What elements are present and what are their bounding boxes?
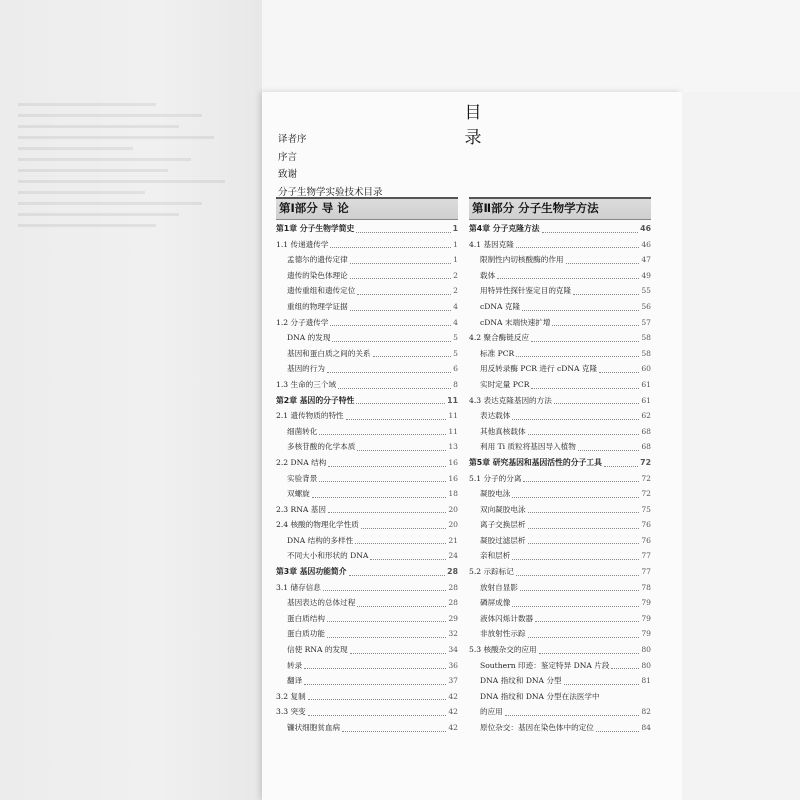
toc-chapter-entry <box>276 221 458 237</box>
toc-subsection-entry <box>276 626 458 642</box>
dot-leader <box>599 372 639 373</box>
dot-leader <box>520 590 639 591</box>
toc-entry-title: 基因表达的总体过程 <box>287 598 356 608</box>
toc-subsection-entry <box>276 548 458 564</box>
toc-page-number: 1 <box>453 255 458 265</box>
dot-leader <box>349 575 446 576</box>
dot-leader <box>516 356 639 357</box>
toc-subsection-entry <box>469 517 651 533</box>
toc-entry-title: 1.2 分子遗传学 <box>276 317 329 327</box>
toc-page-number: 1 <box>452 224 458 233</box>
toc-entry-title: DNA 的发现 <box>287 333 331 343</box>
toc-subsection-entry <box>469 439 651 455</box>
toc-page-number: 55 <box>641 286 651 296</box>
toc-entry-title: 凝胶电泳 <box>480 489 511 499</box>
toc-page-number: 56 <box>641 301 651 311</box>
toc-page-number: 28 <box>447 567 458 577</box>
toc-entry-title: 重组的物理学证据 <box>287 301 348 311</box>
dot-leader <box>554 403 639 404</box>
toc-page-number: 34 <box>448 645 458 655</box>
toc-entry-title: 1.3 生命的三个域 <box>276 379 337 389</box>
toc-entry-title: 第5章 研究基因和基因活性的分子工具 <box>469 457 602 467</box>
toc-entry-title: 磷屏成像 <box>480 598 511 608</box>
dot-leader <box>523 481 639 482</box>
toc-entry-title: 第1章 分子生物学简史 <box>276 224 355 233</box>
front-matter-item: 分子生物学实验技术目录 <box>278 186 383 198</box>
toc-subsection-entry <box>469 580 651 596</box>
dot-leader <box>355 543 446 544</box>
toc-page-number: 11 <box>447 395 458 405</box>
toc-subsection-entry <box>469 424 651 440</box>
toc-section-entry <box>469 642 651 658</box>
toc-page-number: 16 <box>448 457 458 467</box>
toc-page-number: 11 <box>448 411 458 421</box>
facing-page-bleed-through <box>18 95 248 455</box>
toc-subsection-entry <box>276 346 458 362</box>
toc-page-number: 28 <box>448 598 458 608</box>
toc-entry-title: 1.1 传递遗传学 <box>276 239 329 249</box>
toc-section-entry <box>276 377 458 393</box>
dot-leader <box>528 637 640 638</box>
toc-right-column <box>469 197 651 736</box>
dot-leader <box>327 637 446 638</box>
toc-page-number: 5 <box>453 348 458 358</box>
dot-leader <box>346 419 447 420</box>
toc-page-number: 58 <box>641 348 651 358</box>
toc-section-entry <box>469 237 651 253</box>
dot-leader <box>528 528 640 529</box>
toc-chapter-entry <box>469 455 651 471</box>
part-heading: 第Ⅱ部分 分子生物学方法 <box>469 197 651 220</box>
toc-entry-title: 翻译 <box>287 676 303 686</box>
dot-leader <box>596 731 639 732</box>
toc-entry-title: 转录 <box>287 660 303 670</box>
toc-entry-title: 信使 RNA 的发现 <box>287 645 348 655</box>
dot-leader <box>304 668 446 669</box>
toc-subsection-entry <box>276 533 458 549</box>
toc-entry-title: 细菌转化 <box>287 426 318 436</box>
toc-section-entry <box>276 455 458 471</box>
toc-page-number: 46 <box>641 239 651 249</box>
front-matter-item: 译者序 <box>278 134 307 145</box>
dot-leader <box>328 466 446 467</box>
toc-section-entry <box>469 471 651 487</box>
toc-page-number: 2 <box>453 286 458 296</box>
dot-leader <box>505 715 640 716</box>
dot-leader <box>319 434 446 435</box>
toc-page-number: 21 <box>448 535 458 545</box>
toc-page-number: 13 <box>448 442 458 452</box>
toc-entry-title: 镰状细胞贫血病 <box>287 723 341 732</box>
toc-page-number: 29 <box>448 613 458 623</box>
toc-entry-title: 放射自显影 <box>480 582 518 592</box>
toc-page-number: 68 <box>641 442 651 452</box>
toc-page-number: 61 <box>641 395 651 405</box>
toc-subsection-entry <box>469 346 651 362</box>
toc-entry-title: DNA 指纹和 DNA 分型 <box>480 676 562 686</box>
toc-page-number: 77 <box>641 567 651 577</box>
toc-page-number: 6 <box>453 364 458 374</box>
dot-leader <box>516 575 639 576</box>
toc-subsection-entry <box>469 315 651 331</box>
dot-leader <box>361 528 446 529</box>
toc-entry-title: cDNA 末端快速扩增 <box>480 317 551 327</box>
toc-section-entry <box>469 564 651 580</box>
dot-leader <box>357 450 446 451</box>
toc-entry-title: 第2章 基因的分子特性 <box>276 395 355 405</box>
toc-section-entry <box>276 517 458 533</box>
toc-entry-title: 第3章 基因功能简介 <box>276 567 347 577</box>
dot-leader <box>323 590 446 591</box>
toc-subsection-entry <box>469 533 651 549</box>
toc-entry-title: 载体 <box>480 270 496 280</box>
toc-page-number: 78 <box>641 582 651 592</box>
toc-subsection-entry <box>276 252 458 268</box>
toc-entry-title: 用特异性探针鉴定目的克隆 <box>480 286 572 296</box>
toc-section-entry <box>469 393 651 409</box>
dot-leader <box>531 341 639 342</box>
toc-page-number: 81 <box>641 676 651 686</box>
toc-entry-title: 2.4 核酸的物理化学性质 <box>276 520 359 530</box>
dot-leader <box>319 481 446 482</box>
dot-leader <box>528 543 640 544</box>
toc-subsection-entry <box>469 502 651 518</box>
toc-page-number: 47 <box>641 255 651 265</box>
toc-page-number: 76 <box>641 535 651 545</box>
toc-page-number: 80 <box>641 645 651 655</box>
scan-background-right <box>682 92 800 800</box>
toc-entry-title: 2.1 遗传物质的特性 <box>276 411 344 421</box>
dot-leader <box>357 606 446 607</box>
toc-entry-title: 的应用 <box>480 707 503 717</box>
dot-leader <box>566 263 640 264</box>
toc-subsection-entry <box>469 704 651 720</box>
toc-entry-title: 遗传的染色体理论 <box>287 270 348 280</box>
dot-leader <box>573 294 639 295</box>
toc-entry-title: 实验背景 <box>287 473 318 483</box>
dot-leader <box>327 621 446 622</box>
toc-entry-title: 双向凝胶电泳 <box>480 504 526 514</box>
dot-leader <box>512 497 639 498</box>
toc-entry-title: 亲和层析 <box>480 551 511 561</box>
toc-section-entry <box>276 580 458 596</box>
toc-page-number: 82 <box>641 707 651 717</box>
toc-page-number: 5 <box>453 333 458 343</box>
dot-leader <box>542 232 639 233</box>
toc-subsection-entry <box>469 299 651 315</box>
toc-page-number: 60 <box>641 364 651 374</box>
toc-entry-title: DNA 结构的多样性 <box>287 535 354 545</box>
toc-entry-title: 3.2 复制 <box>276 691 306 701</box>
toc-entry-title: 4.1 基因克隆 <box>469 239 514 249</box>
dot-leader <box>330 325 451 326</box>
toc-subsection-entry <box>276 283 458 299</box>
toc-subsection-entry <box>469 283 651 299</box>
toc-subsection-entry <box>276 720 458 736</box>
toc-page-number: 72 <box>641 473 651 483</box>
page-title: 目 录 <box>464 103 506 148</box>
toc-entry-title: 蛋白质结构 <box>287 613 325 623</box>
dot-leader <box>552 325 639 326</box>
toc-subsection-entry <box>469 689 651 705</box>
toc-page-number: 42 <box>448 707 458 717</box>
dot-leader <box>342 731 446 732</box>
toc-subsection-entry <box>276 595 458 611</box>
toc-section-entry <box>276 237 458 253</box>
toc-page-number: 28 <box>448 582 458 592</box>
toc-subsection-entry <box>469 611 651 627</box>
dot-leader <box>356 403 445 404</box>
toc-page-number: 58 <box>641 333 651 343</box>
toc-page-number: 76 <box>641 520 651 530</box>
toc-entry-title: 4.3 表达克隆基因的方法 <box>469 395 552 405</box>
toc-page-number: 4 <box>453 317 458 327</box>
toc-section-entry <box>469 330 651 346</box>
toc-subsection-entry <box>469 377 651 393</box>
toc-page-number: 42 <box>448 723 458 732</box>
toc-page-number: 2 <box>453 270 458 280</box>
toc-entry-title: 遗传重组和遗传定位 <box>287 286 356 296</box>
toc-page-number: 79 <box>641 613 651 623</box>
toc-subsection-entry <box>276 268 458 284</box>
dot-leader <box>516 247 639 248</box>
toc-entry-title: 表达载体 <box>480 411 511 421</box>
toc-page-number: 18 <box>448 489 458 499</box>
toc-subsection-entry <box>469 408 651 424</box>
dot-leader <box>330 247 451 248</box>
toc-entry-title: 凝胶过滤层析 <box>480 535 526 545</box>
toc-page-number: 46 <box>640 224 651 233</box>
toc-page-number: 4 <box>453 301 458 311</box>
dot-leader <box>332 341 451 342</box>
dot-leader <box>512 419 639 420</box>
dot-leader <box>308 715 447 716</box>
part-heading: 第Ⅰ部分 导 论 <box>276 197 458 220</box>
toc-subsection-entry <box>469 252 651 268</box>
toc-subsection-entry <box>469 720 651 736</box>
toc-entry-title: 第4章 分子克隆方法 <box>469 224 540 233</box>
toc-page-number: 24 <box>448 551 458 561</box>
dot-leader <box>604 466 638 467</box>
dot-leader <box>327 372 451 373</box>
toc-subsection-entry <box>276 486 458 502</box>
dot-leader <box>373 356 452 357</box>
dot-leader <box>539 653 640 654</box>
toc-entry-title: 4.2 聚合酶链反应 <box>469 333 530 343</box>
toc-section-entry <box>276 315 458 331</box>
dot-leader <box>308 699 447 700</box>
toc-entry-title: 2.2 DNA 结构 <box>276 457 327 467</box>
dot-leader <box>564 684 640 685</box>
toc-page-number: 37 <box>448 676 458 686</box>
toc-subsection-entry <box>276 439 458 455</box>
dot-leader <box>512 559 639 560</box>
toc-section-entry <box>276 408 458 424</box>
dot-leader <box>531 388 639 389</box>
toc-page-number: 61 <box>641 379 651 389</box>
toc-entry-title: 原位杂交：基因在染色体中的定位 <box>480 723 594 732</box>
toc-entry-title: 5.2 示踪标记 <box>469 567 514 577</box>
toc-subsection-entry <box>276 424 458 440</box>
dot-leader <box>328 512 446 513</box>
toc-section-entry <box>276 704 458 720</box>
dot-leader <box>350 310 451 311</box>
toc-subsection-entry <box>276 673 458 689</box>
toc-page-number: 84 <box>641 723 651 732</box>
toc-subsection-entry <box>276 330 458 346</box>
toc-page-number: 75 <box>641 504 651 514</box>
toc-entry-title: 3.1 储存信息 <box>276 582 321 592</box>
toc-entry-title: 5.3 核酸杂交的应用 <box>469 645 537 655</box>
toc-entry-title: 利用 Ti 质粒将基因导入植物 <box>480 442 576 452</box>
toc-page-number: 11 <box>448 426 458 436</box>
toc-subsection-entry <box>469 626 651 642</box>
toc-subsection-entry <box>276 658 458 674</box>
dot-leader <box>512 606 639 607</box>
toc-subsection-entry <box>276 361 458 377</box>
toc-page-number: 62 <box>641 411 651 421</box>
toc-entry-title: 其他真核载体 <box>480 426 526 436</box>
toc-entry-title: cDNA 克隆 <box>480 301 521 311</box>
toc-subsection-entry <box>469 595 651 611</box>
toc-entry-title: 5.1 分子的分离 <box>469 473 522 483</box>
toc-page-number: 1 <box>453 239 458 249</box>
toc-entry-title: 2.3 RNA 基因 <box>276 504 326 514</box>
toc-chapter-entry <box>469 221 651 237</box>
toc-entry-title: 蛋白质功能 <box>287 629 325 639</box>
dot-leader <box>370 559 446 560</box>
toc-page-number: 79 <box>641 629 651 639</box>
toc-subsection-entry <box>469 268 651 284</box>
toc-page-number: 20 <box>448 520 458 530</box>
toc-page-number: 80 <box>641 660 651 670</box>
toc-entry-title: Southern 印迹：鉴定特异 DNA 片段 <box>480 660 610 670</box>
toc-entry-title: 多核苷酸的化学本质 <box>287 442 356 452</box>
toc-page-number: 42 <box>448 691 458 701</box>
toc-page-number: 36 <box>448 660 458 670</box>
dot-leader <box>350 653 447 654</box>
dot-leader <box>350 278 451 279</box>
toc-chapter-entry <box>276 564 458 580</box>
toc-entry-title: 双螺旋 <box>287 489 310 499</box>
front-matter-item: 致谢 <box>278 169 298 180</box>
toc-subsection-entry <box>469 486 651 502</box>
toc-page-number: 57 <box>641 317 651 327</box>
front-matter-item: 序言 <box>278 151 298 163</box>
toc-section-entry <box>276 502 458 518</box>
toc-entry-title: 基因的行为 <box>287 364 325 374</box>
dot-leader <box>350 263 451 264</box>
toc-subsection-entry <box>469 673 651 689</box>
dot-leader <box>528 512 640 513</box>
toc-page-number: 68 <box>641 426 651 436</box>
dot-leader <box>611 668 639 669</box>
toc-subsection-entry <box>276 471 458 487</box>
toc-subsection-entry <box>469 548 651 564</box>
dot-leader <box>497 278 639 279</box>
toc-entry-title: 用反转录酶 PCR 进行 cDNA 克隆 <box>480 364 598 374</box>
dot-leader <box>356 232 450 233</box>
toc-section-entry <box>276 689 458 705</box>
toc-page-number: 32 <box>448 629 458 639</box>
toc-entry-title: 标准 PCR <box>480 348 515 358</box>
toc-page-number: 16 <box>448 473 458 483</box>
toc-entry-title: DNA 指纹和 DNA 分型在法医学中 <box>480 691 600 701</box>
toc-page-number: 72 <box>641 489 651 499</box>
toc-left-column <box>276 197 458 736</box>
toc-page-number: 77 <box>641 551 651 561</box>
toc-subsection-entry <box>276 611 458 627</box>
dot-leader <box>312 497 447 498</box>
toc-subsection-entry <box>469 361 651 377</box>
front-matter-list <box>278 131 383 201</box>
toc-page-number: 79 <box>641 598 651 608</box>
toc-subsection-entry <box>276 642 458 658</box>
dot-leader <box>338 388 451 389</box>
toc-page-number: 49 <box>641 270 651 280</box>
toc-subsection-entry <box>469 658 651 674</box>
toc-page-number: 20 <box>448 504 458 514</box>
toc-entry-title: 实时定量 PCR <box>480 379 530 389</box>
toc-entry-title: 非放射性示踪 <box>480 629 526 639</box>
dot-leader <box>304 684 446 685</box>
toc-subsection-entry <box>276 299 458 315</box>
toc-entry-title: 离子交换层析 <box>480 520 526 530</box>
toc-page-number: 72 <box>640 457 651 467</box>
dot-leader <box>522 310 639 311</box>
dot-leader <box>578 450 639 451</box>
dot-leader <box>535 621 639 622</box>
toc-entry-title: 孟德尔的遗传定律 <box>287 255 348 265</box>
toc-entry-title: 3.3 突变 <box>276 707 306 717</box>
dot-leader <box>528 434 640 435</box>
toc-entry-title: 不同大小和形状的 DNA <box>287 551 369 561</box>
toc-page-number: 8 <box>453 379 458 389</box>
dot-leader <box>357 294 451 295</box>
toc-entry-title: 基因和蛋白质之间的关系 <box>287 348 371 358</box>
toc-entry-title: 限制性内切核酸酶的作用 <box>480 255 564 265</box>
toc-entry-title: 液体闪烁计数器 <box>480 613 534 623</box>
toc-chapter-entry <box>276 393 458 409</box>
